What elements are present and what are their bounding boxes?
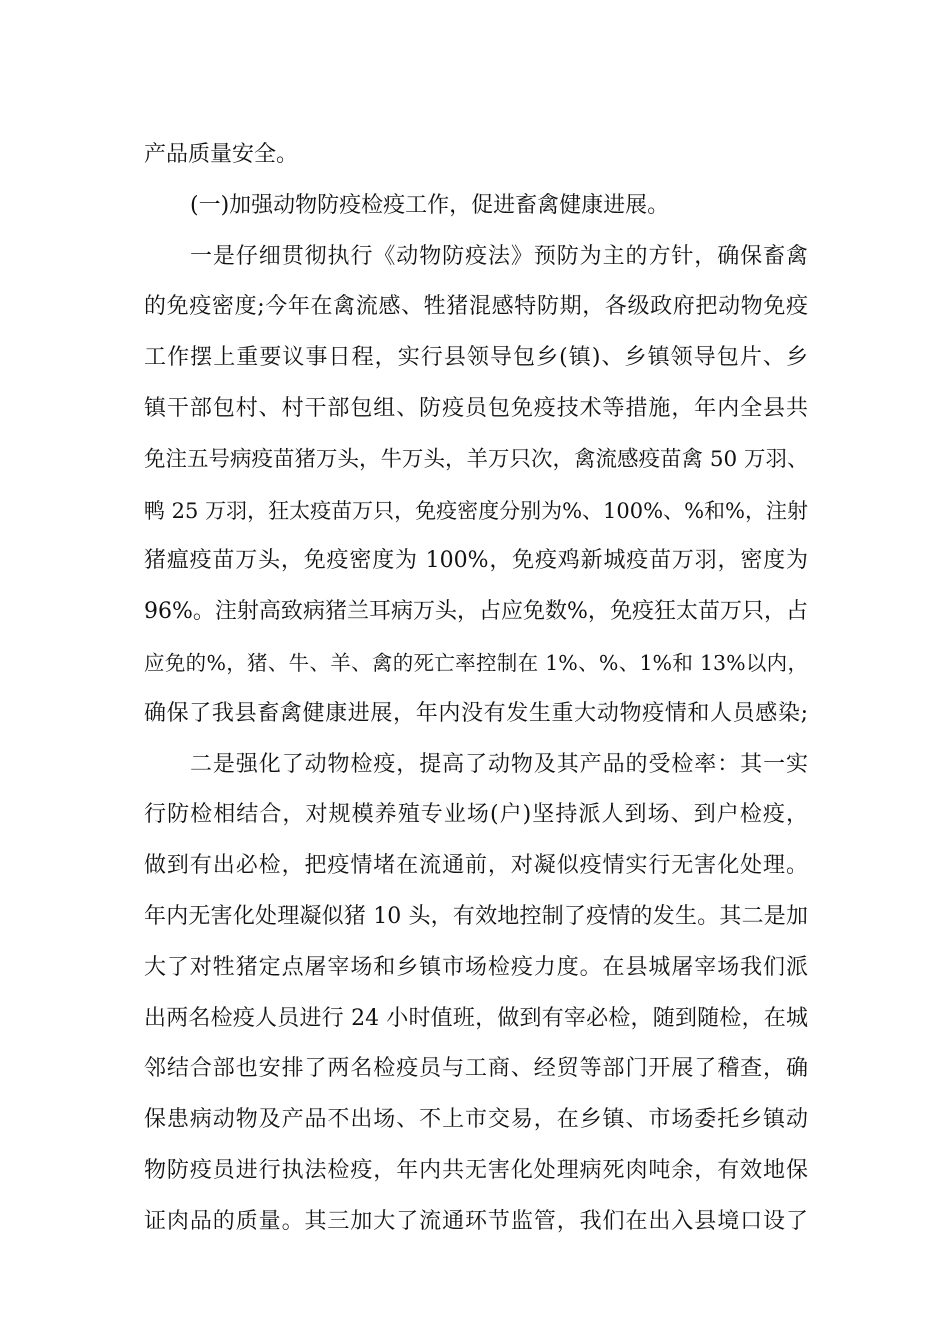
text-line: 猪瘟疫苗万头，免疫密度为 100%，免疫鸡新城疫苗万羽，密度为 [144, 548, 808, 574]
text-line: 的免疫密度;今年在禽流感、牲猪混感特防期，各级政府把动物免疫 [144, 294, 808, 320]
text-line: 产品质量安全。 [144, 142, 299, 167]
text-line: 鸭 25 万羽，狂太疫苗万只，免疫密度分别为%、100%、%和%，注射 [144, 498, 808, 523]
text-line: 大了对牲猪定点屠宰场和乡镇市场检疫力度。在县城屠宰场我们派 [144, 954, 808, 980]
paragraph-first-line: 一是仔细贯彻执行《动物防疫法》预防为主的方针，确保畜禽 [190, 243, 808, 269]
paragraph-first-line: (一)加强动物防疫检疫工作，促进畜禽健康进展。 [190, 192, 670, 218]
paragraph-first-line: 二是强化了动物检疫，提高了动物及其产品的受检率：其一实 [190, 751, 808, 777]
text-line: 保患病动物及产品不出场、不上市交易，在乡镇、市场委托乡镇动 [144, 1107, 808, 1133]
text-line: 出两名检疫人员进行 24 小时值班，做到有宰必检，随到随检，在城 [144, 1005, 808, 1031]
text-line: 邻结合部也安排了两名检疫员与工商、经贸等部门开展了稽查，确 [144, 1056, 808, 1082]
text-line: 工作摆上重要议事日程，实行县领导包乡(镇)、乡镇领导包片、乡 [144, 345, 808, 371]
text-line: 行防检相结合，对规模养殖专业场(户)坚持派人到场、到户检疫， [144, 802, 808, 828]
text-line: 96%。注射高致病猪兰耳病万头，占应免数%，免疫狂太苗万只，占 [144, 599, 808, 625]
text-line: 年内无害化处理凝似猪 10 头，有效地控制了疫情的发生。其二是加 [144, 903, 808, 929]
text-line: 免注五号病疫苗猪万头，牛万头，羊万只次，禽流感疫苗禽 50 万羽、 [144, 446, 809, 472]
text-line: 镇干部包村、村干部包组、防疫员包免疫技术等措施，年内全县共 [144, 395, 808, 421]
text-line: 确保了我县畜禽健康进展，年内没有发生重大动物疫情和人员感染; [144, 700, 808, 726]
text-line: 物防疫员进行执法检疫，年内共无害化处理病死肉吨余，有效地保 [144, 1157, 808, 1183]
body-text [144, 130, 808, 1248]
text-line: 应免的%，猪、牛、羊、禽的死亡率控制在 1%、%、1%和 13%以内， [144, 650, 808, 675]
text-line: 做到有出必检，把疫情堵在流通前，对凝似疫情实行无害化处理。 [144, 853, 808, 879]
text-line: 证肉品的质量。其三加大了流通环节监管，我们在出入县境口设了 [144, 1208, 808, 1234]
